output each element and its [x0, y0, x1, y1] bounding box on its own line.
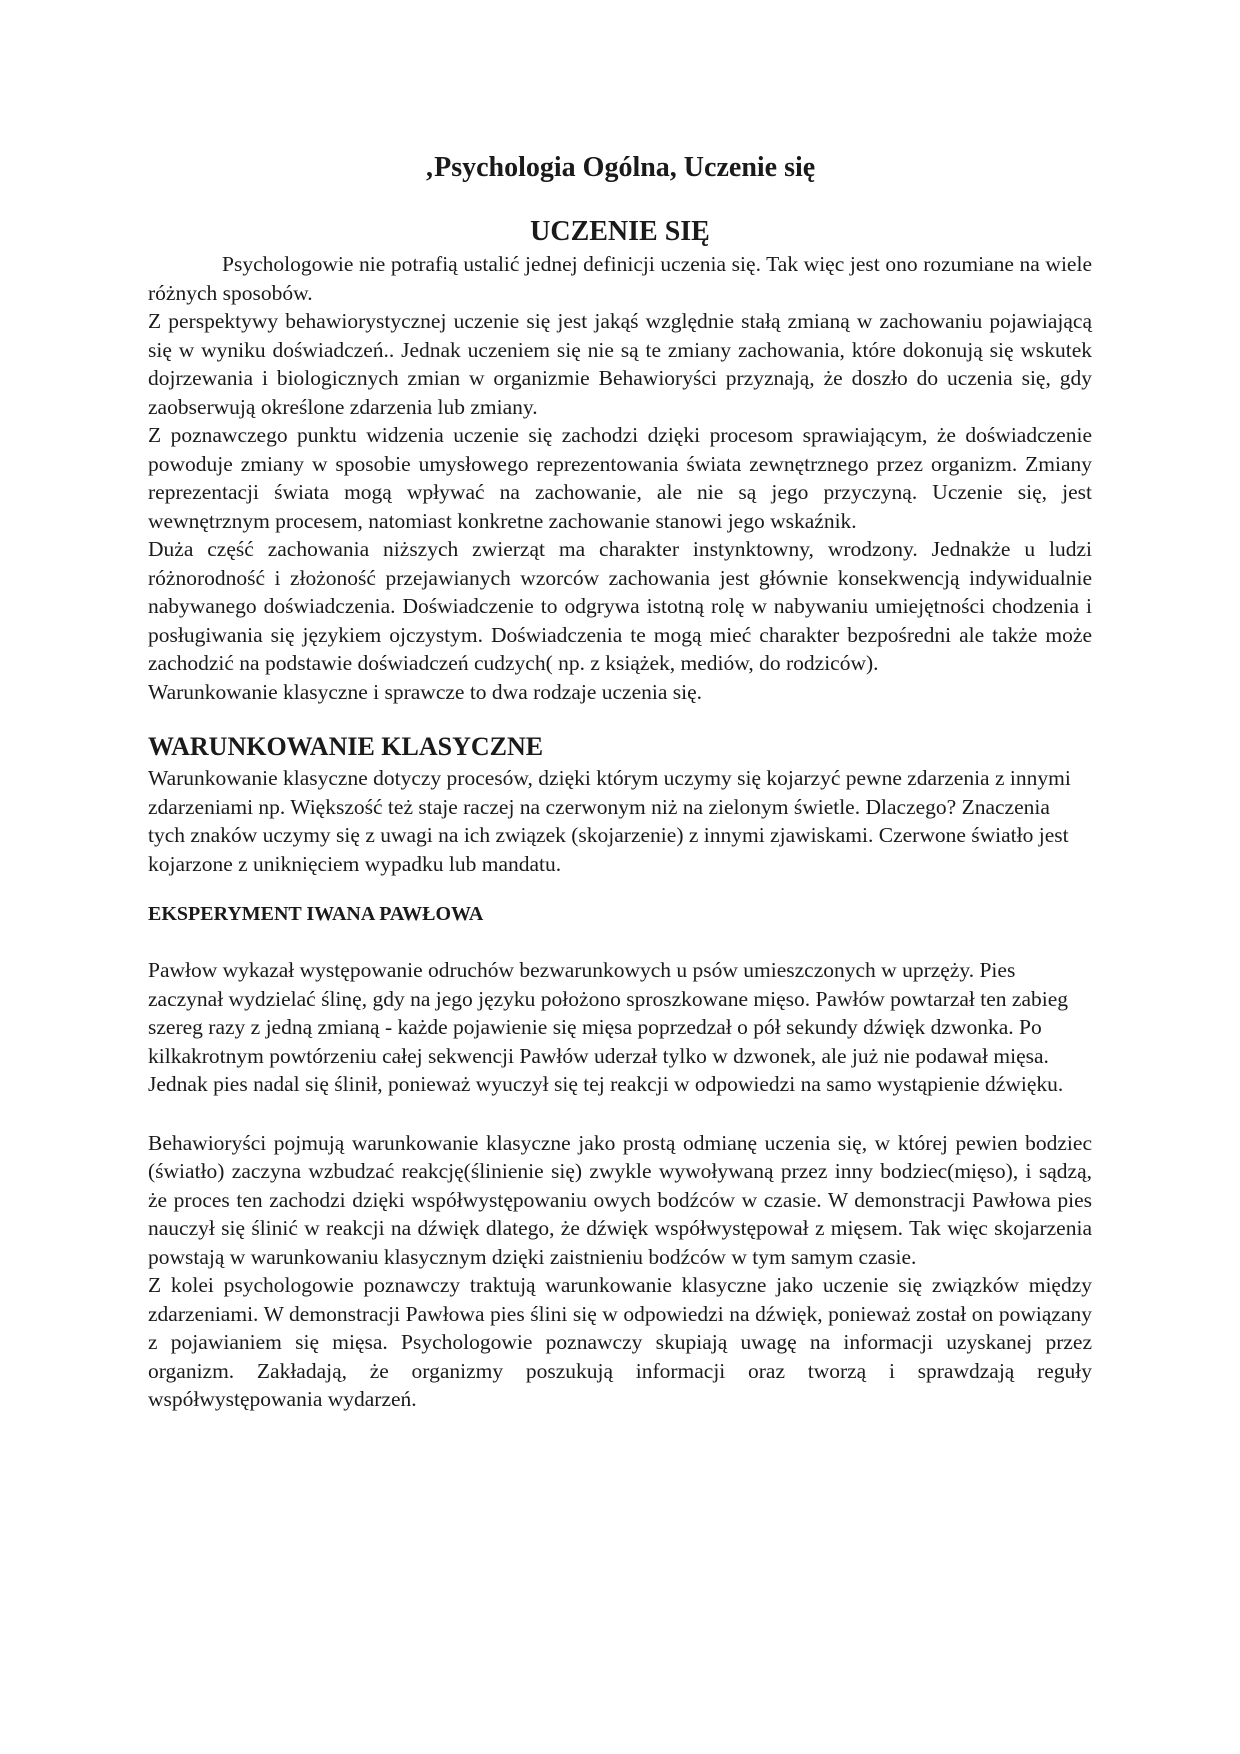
paragraph: Z perspektywy behawiorystycznej uczenie się jest jakąś względnie stałą zmianą w zachowaniu pojawiającą się w wyniku doświadczeń.. Jednak uczeniem się nie są te zmiany zachowania, które dokonują się wskutek dojrzewania i biologicznych zmian w organizmie Behawioryści przyznają, że doszło do uczenia się, gdy zaobserwują określone zdarzenia lub zmiany.	[148, 309, 1092, 419]
paragraph: Duża część zachowania niższych zwierząt ma charakter instynktowny, wrodzony. Jednakże u ludzi różnorodność i złożoność przejawianych wzorców zachowania jest głównie konsekwencją indywidualnie nabywanego doświadczenia. Doświadczenie to odgrywa istotną rolę w nabywaniu umiejętności chodzenia i posługiwania się językiem ojczystym. Doświadczenia te mogą mieć charakter bezpośredni ale także może zachodzić na podstawie doświadczeń cudzych( np. z książek, mediów, do rodziców).	[148, 537, 1092, 675]
paragraph: Z poznawczego punktu widzenia uczenie się zachodzi dzięki procesom sprawiającym, że doświadczenie powoduje zmiany w sposobie umysłowego reprezentowania świata zewnętrznego przez organizm. Zmiany reprezentacji świata mogą wpływać na zachowanie, ale nie są jego przyczyną. Uczenie się, jest wewnętrznym procesem, natomiast konkretne zachowanie stanowi jego wskaźnik.	[148, 423, 1092, 533]
document-title: ‚Psychologia Ogólna, Uczenie się	[424, 152, 816, 183]
paragraph: Behawioryści pojmują warunkowanie klasyczne jako prostą odmianę uczenia się, w której pewien bodziec (światło) zaczyna wzbudzać reakcję(ślinienie się) zwykle wywoływaną przez inny bodziec(mięso), i sądzą, że proces ten zachodzi dzięki współwystępowaniu owych bodźców w czasie. W demonstracji Pawłowa pies nauczył się ślinić w reakcji na dźwięk dlatego, że dźwięk współwystępował z mięsem. Tak więc skojarzenia powstają w warunkowaniu klasycznym dzięki zaistnieniu bodźców w tym samym czasie.	[148, 1130, 1092, 1269]
section-heading-uczenie: UCZENIE SIĘ	[530, 216, 710, 247]
paragraph: Psychologowie nie potrafią ustalić jednej definicji uczenia się. Tak więc jest ono rozumiane na wiele różnych sposobów.	[148, 252, 1092, 305]
document-content	[148, 148, 1092, 1414]
paragraph: Warunkowanie klasyczne i sprawcze to dwa rodzaje uczenia się.	[148, 679, 703, 704]
paragraph: Pawłow wykazał występowanie odruchów bezwarunkowych u psów umieszczonych w uprzęży. Pies zaczynał wydzielać ślinę, gdy na jego języku położono sproszkowane mięso. Pawłów powtarzał ten zabieg szereg razy z jedną zmianą - każde pojawienie się mięsa poprzedzał o pół sekundy dźwięk dzwonka. Po kilkakrotnym powtórzeniu całej sekwencji Pawłów uderzał tylko w dzwonek, ale już nie podawał mięsa. Jednak pies nadal się ślinił, ponieważ wyuczył się tej reakcji w odpowiedzi na samo wystąpienie dźwięku.	[148, 958, 1069, 1096]
section-heading-eksperyment: EKSPERYMENT IWANA PAWŁOWA	[148, 903, 484, 925]
paragraph: Z kolei psychologowie poznawczy traktują warunkowanie klasyczne jako uczenie się związków między zdarzeniami. W demonstracji Pawłowa pies ślini się w odpowiedzi na dźwięk, ponieważ został on powiązany z pojawianiem się mięsa. Psychologowie poznawczy skupiają uwagę na informacji uzyskanej przez organizm. Zakładają, że organizmy poszukują informacji oraz tworzą i sprawdzają reguły współwystępowania wydarzeń.	[148, 1273, 1092, 1411]
paragraph: Warunkowanie klasyczne dotyczy procesów, dzięki którym uczymy się kojarzyć pewne zdarzenia z innymi zdarzeniami np. Większość też staje raczej na czerwonym niż na zielonym świetle. Dlaczego? Znaczenia tych znaków uczymy się z uwagi na ich związek (skojarzenie) z innymi zjawiskami. Czerwone światło jest kojarzone z uniknięciem wypadku lub mandatu.	[148, 766, 1071, 876]
section-heading-warunkowanie: WARUNKOWANIE KLASYCZNE	[148, 732, 544, 761]
paragraph-gap	[148, 1099, 1092, 1129]
